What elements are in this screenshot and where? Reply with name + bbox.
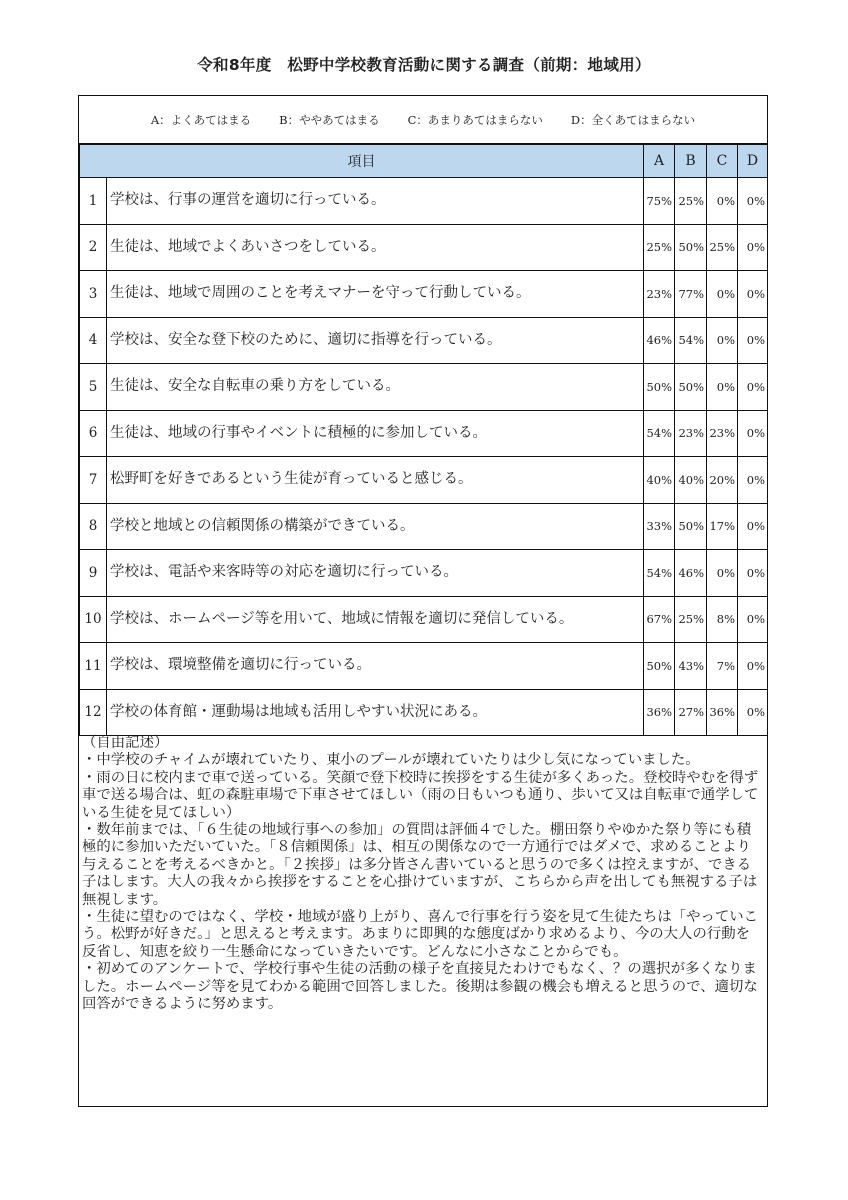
- row-percent-d: 0%: [738, 317, 768, 364]
- row-percent-d: 0%: [738, 271, 768, 318]
- row-number: 1: [80, 178, 107, 225]
- row-number: 10: [80, 596, 107, 643]
- row-percent-b: 77%: [675, 271, 707, 318]
- legend-b: B：ややあてはまる: [279, 112, 380, 127]
- table-row: [80, 224, 768, 271]
- survey-table: [79, 144, 768, 736]
- survey-frame: [78, 95, 768, 1107]
- row-percent-a: 50%: [644, 643, 675, 690]
- row-question: 生徒は、地域の行事やイベントに積極的に参加している。: [107, 410, 644, 457]
- row-percent-d: 0%: [738, 364, 768, 411]
- row-question: 学校は、ホームページ等を用いて、地域に情報を適切に発信している。: [107, 596, 644, 643]
- row-percent-c: 23%: [707, 410, 738, 457]
- row-number: 8: [80, 503, 107, 550]
- row-percent-b: 25%: [675, 178, 707, 225]
- row-percent-b: 54%: [675, 317, 707, 364]
- comment-item: ・生徒に望むのではなく、学校・地域が盛り上がり、喜んで行事を行う姿を見て生徒たちは「やっていこう。松野が好きだ。」と思えると考えます。あまりに即興的な態度ばかり求めるより、今の大人の行動を反省し、知恵を絞り一生懸命になっていきたいです。どんなに小さなことからでも。: [82, 909, 759, 960]
- row-number: 7: [80, 457, 107, 504]
- table-row: [80, 457, 768, 504]
- page-title: 令和8年度 松野中学校教育活動に関する調査（前期：地域用）: [197, 56, 651, 74]
- row-percent-b: 50%: [675, 503, 707, 550]
- row-percent-d: 0%: [738, 503, 768, 550]
- row-number: 9: [80, 550, 107, 597]
- row-percent-d: 0%: [738, 643, 768, 690]
- row-percent-b: 23%: [675, 410, 707, 457]
- row-percent-a: 36%: [644, 689, 675, 736]
- row-number: 6: [80, 410, 107, 457]
- table-row: [80, 271, 768, 318]
- comment-item: ・中学校のチャイムが壊れていたり、東小のプールが壊れていたりは少し気になっていました。: [82, 752, 700, 769]
- row-percent-d: 0%: [738, 224, 768, 271]
- comment-item: ・雨の日に校内まで車で送っている。笑顔で登下校時に挨拶をする生徒が多くあった。登校時やむを得ず車で送る場合は、虹の森駐車場で下車させてほしい（雨の日もいつも通り、歩いて又は自転車で通学している生徒を見てほしい）: [82, 769, 759, 821]
- row-percent-a: 46%: [644, 317, 675, 364]
- row-percent-a: 25%: [644, 224, 675, 271]
- row-percent-b: 40%: [675, 457, 707, 504]
- row-percent-b: 43%: [675, 643, 707, 690]
- row-percent-b: 46%: [675, 550, 707, 597]
- row-percent-d: 0%: [738, 596, 768, 643]
- table-row: [80, 410, 768, 457]
- row-question: 生徒は、安全な自転車の乗り方をしている。: [107, 364, 644, 411]
- row-percent-d: 0%: [738, 410, 768, 457]
- row-percent-d: 0%: [738, 689, 768, 736]
- row-percent-c: 8%: [707, 596, 738, 643]
- row-question: 学校は、電話や来客時等の対応を適切に行っている。: [107, 550, 644, 597]
- row-percent-a: 23%: [644, 271, 675, 318]
- table-row: [80, 364, 768, 411]
- comment-item: ・数年前までは、「６生徒の地域行事への参加」の質問は評価４でした。棚田祭りやゆかた祭り等にも積極的に参加いただいていた。「８信頼関係」は、相互の関係なので一方通行ではダメで、求めることより与えることを考えるべきかと。「２挨拶」は多分皆さん書いていると思うので多くは控えますが、できる子はします。大人の我々から挨拶をすることを心掛けていますが、こちらから声を出しても無視する子は無視します。: [82, 822, 758, 908]
- row-question: 学校は、安全な登下校のために、適切に指導を行っている。: [107, 317, 644, 364]
- table-row: [80, 643, 768, 690]
- row-percent-a: 67%: [644, 596, 675, 643]
- table-row: [80, 503, 768, 550]
- row-percent-a: 54%: [644, 550, 675, 597]
- row-question: 生徒は、地域で周囲のことを考えマナーを守って行動している。: [107, 271, 644, 318]
- row-percent-c: 20%: [707, 457, 738, 504]
- row-percent-c: 0%: [707, 364, 738, 411]
- table-header-row: [80, 145, 768, 178]
- header-b: B: [675, 145, 707, 178]
- row-percent-c: 0%: [707, 178, 738, 225]
- row-percent-a: 75%: [644, 178, 675, 225]
- row-percent-c: 7%: [707, 643, 738, 690]
- row-percent-b: 27%: [675, 689, 707, 736]
- row-percent-c: 36%: [707, 689, 738, 736]
- row-number: 2: [80, 224, 107, 271]
- table-row: [80, 596, 768, 643]
- row-question: 学校の体育館・運動場は地域も活用しやすい状況にある。: [107, 689, 644, 736]
- row-question: 学校は、行事の運営を適切に行っている。: [107, 178, 644, 225]
- header-c: C: [707, 145, 738, 178]
- legend-c: C：あまりあてはまらない: [407, 112, 543, 127]
- row-percent-c: 17%: [707, 503, 738, 550]
- row-percent-c: 0%: [707, 271, 738, 318]
- row-percent-d: 0%: [738, 457, 768, 504]
- row-percent-c: 25%: [707, 224, 738, 271]
- table-row: [80, 689, 768, 736]
- free-comments-heading: （自由記述）: [82, 735, 169, 751]
- row-percent-a: 54%: [644, 410, 675, 457]
- header-a: A: [644, 145, 675, 178]
- row-percent-a: 50%: [644, 364, 675, 411]
- row-percent-b: 25%: [675, 596, 707, 643]
- row-number: 11: [80, 643, 107, 690]
- comment-item: ・初めてのアンケートで、学校行事や生徒の活動の様子を直接見たわけでもなく、？の選択が多くなりました。ホームページ等を見てわかる範囲で回答しました。後期は参観の機会も増えると思うので、適切な回答ができるように努めます。: [82, 961, 758, 1013]
- row-number: 12: [80, 689, 107, 736]
- table-row: [80, 178, 768, 225]
- row-percent-b: 50%: [675, 224, 707, 271]
- row-percent-b: 50%: [675, 364, 707, 411]
- row-percent-a: 33%: [644, 503, 675, 550]
- legend-d: D：全くあてはまらない: [570, 112, 696, 127]
- table-row: [80, 550, 768, 597]
- row-question: 学校は、環境整備を適切に行っている。: [107, 643, 644, 690]
- row-number: 4: [80, 317, 107, 364]
- legend-a: A：よくあてはまる: [150, 112, 252, 127]
- row-number: 3: [80, 271, 107, 318]
- row-percent-d: 0%: [738, 550, 768, 597]
- row-percent-c: 0%: [707, 550, 738, 597]
- header-d: D: [738, 145, 768, 178]
- row-percent-a: 40%: [644, 457, 675, 504]
- free-comments: [79, 735, 767, 1014]
- row-number: 5: [80, 364, 107, 411]
- row-question: 学校と地域との信頼関係の構築ができている。: [107, 503, 644, 550]
- row-question: 生徒は、地域でよくあいさつをしている。: [107, 224, 644, 271]
- row-percent-c: 0%: [707, 317, 738, 364]
- row-question: 松野町を好きであるという生徒が育っていると感じる。: [107, 457, 644, 504]
- answer-legend: [79, 96, 767, 144]
- table-row: [80, 317, 768, 364]
- header-item: 項目: [80, 145, 644, 178]
- row-percent-d: 0%: [738, 178, 768, 225]
